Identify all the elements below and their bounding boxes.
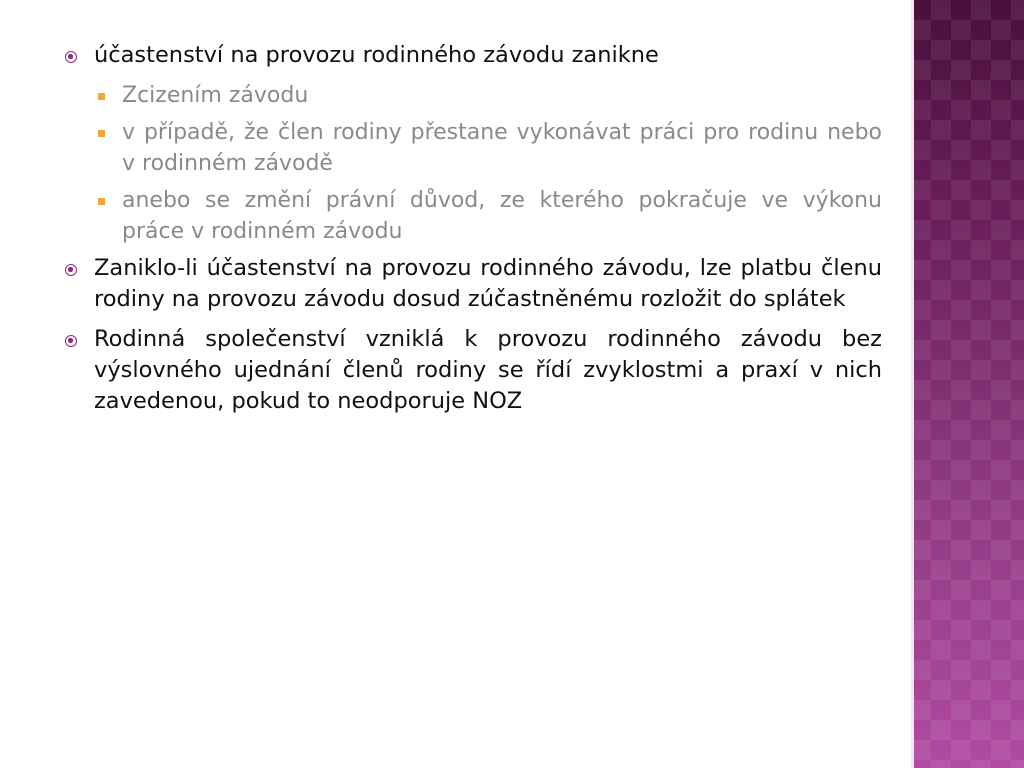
bullet-item-1 <box>62 40 882 71</box>
square-bullet-icon <box>98 93 105 100</box>
sub-bullet-item-1-text: Zcizením závodu <box>122 83 309 108</box>
bullet-item-2 <box>62 253 882 315</box>
sub-bullet-item-2-text: v případě, že člen rodiny přestane vykonávat práci pro rodinu nebo v rodinném závodě <box>122 120 882 176</box>
bullet-item-3 <box>62 324 882 417</box>
bullet-item-3-text: Rodinná společenství vzniklá k provozu rodinného závodu bez výslovného ujednání členů rodiny se řídí zvyklostmi a praxí v nich zavedenou, pokud to neodporuje NOZ <box>94 326 882 414</box>
bullet-item-2-text: Zaniklo-li účastenství na provozu rodinného závodu, lze platbu členu rodiny na provozu závodu dosud zúčastněnému rozložit do splátek <box>94 255 882 312</box>
circle-bullet-icon <box>65 264 77 276</box>
slide-content <box>62 40 882 426</box>
sub-bullet-item-3 <box>62 185 882 247</box>
sub-bullet-item-1 <box>62 80 882 111</box>
circle-bullet-icon <box>65 51 77 63</box>
bullet-item-1-text: účastenství na provozu rodinného závodu zanikne <box>94 42 659 68</box>
decorative-side-band <box>911 0 1024 768</box>
circle-bullet-icon <box>65 335 77 347</box>
sub-bullet-item-2 <box>62 117 882 179</box>
square-bullet-icon <box>98 130 105 137</box>
sub-bullet-item-3-text: anebo se změní právní důvod, ze kterého pokračuje ve výkonu práce v rodinném závodu <box>122 188 882 244</box>
sub-list-1 <box>62 80 882 247</box>
square-bullet-icon <box>98 198 105 205</box>
